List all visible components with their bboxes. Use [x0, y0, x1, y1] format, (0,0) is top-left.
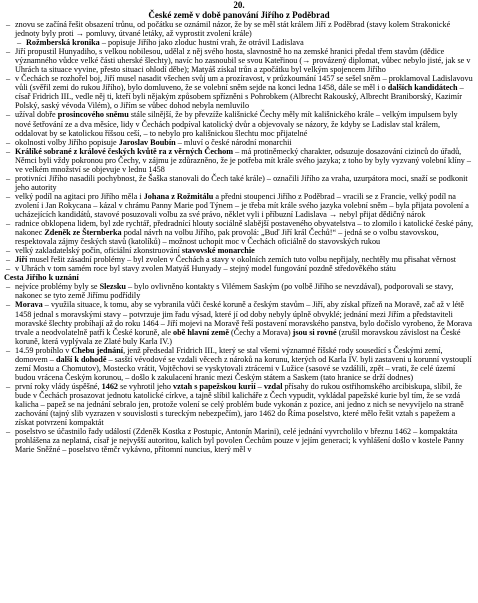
item-text: –: [255, 381, 264, 391]
bold-term: Králíké sobrané z králové českých kvůtě ra z věrných Čechom: [15, 146, 234, 156]
list-item: [4, 282, 474, 300]
item-text: velký podíl na agitaci pro Jiřího měla i: [15, 191, 144, 201]
bold-term: Slezsku: [99, 282, 126, 292]
item-text: 14.59 probíhlo v: [15, 345, 72, 355]
item-text: musel řešit zásadní problémy – byl zvolen v Čechách a stavy v okolních zemích tuto volbu nepřijaly, nechtěly mu přisahat věrnost: [27, 255, 457, 265]
item-text: (Čechy a Morava): [228, 327, 293, 337]
list-item: [4, 300, 474, 345]
bold-term: Jaroslav Boubín: [118, 137, 176, 147]
item-text: , jenž předsedal Fridrich III., který se stal všemi významné říšské rody sousedící s Českými zemí, domovem –: [15, 345, 443, 364]
list-item: [4, 147, 474, 174]
list-item: [4, 427, 474, 454]
item-text: – využila situace, k tomu, aby se vybranila vůči české koruně a českým stavům – Jiří, aby získal přízeň na Moravě, zač až v létě 1458 jednal s moravskými stavy – potvrzuje jim řadu výsad, které jí od doby nebyly úplně obvyklé; jednání mezi Jiřím a představiteli moravské šlechty probíhají až do roku 1464 – Jiří mojevi na Moravě řeší postavení moravského panstva, bylo dočíslo vyrobeno, že Morava trvale a neodvolatelně patří k České koruně, ale: [15, 300, 473, 337]
item-text: – bylo ovlivněno kontakty s Vilémem Saským (po volbě Jiřího se nevzdával), podporovali se stavy, nakonec se tyto země Jiřímu podřídily: [15, 282, 454, 301]
item-text: v Čechách se rozhořel boj, Jiří musel nasadit všechen svůj um a prozíravost, v průzkoumání 1457 se sešel sněm – proklamoval Ladislavovu vůli (svěřil zemi do rukou Jiřího), bylo domluveno, že se volební sněm sejde na konci ledna 1458, dále se měl i o: [15, 74, 473, 93]
list-item: [4, 174, 474, 192]
item-text: poselstvo se účastnilo řady událostí (Zdeněk Kostka z Postupic, Antonín Marini), celé jednání vyvrcholilo v březnu 1462 – kompaktáta prohlášena za neplatná, císař je nejvyšší autoritou, kalich byl povolen Čechům pouze v jejím generaci; k vyhlášení došlo v kostele Panny Marie Sněžné – poselstvo těmčr vykávno, přítomní nuncius, který měl v: [15, 427, 464, 455]
item-text: a předni stoupenci Jiřího z Poděbrad – vracili se z Francie, velký podíl na zvolení i Jan Rokycana – kázal v chrámu Panny Marie pod Týnem – je třeba mít krále svého jazyka volební sněm – byla přijata povolení a ucházejících kandidátů, stavové posuzovali volbu za své právo, něklet vyli i příbuzní Ladislava → nebyl přijat dědičný nárok: [15, 191, 469, 219]
page-title: České země v době panování Jiřího z Poděbrad: [148, 10, 330, 20]
item-text: užíval dobře: [15, 110, 58, 120]
list-item: [4, 110, 474, 137]
list-item: [4, 47, 474, 74]
list-item: [4, 38, 474, 47]
list-item: [4, 255, 474, 264]
page-number: 20.: [233, 0, 245, 10]
list-item: [4, 138, 474, 147]
item-text: – má protiněmecký charakter, odsuzuje dosazování cizinců do úřadů, Němci byli vždy pokronou pro Čechy, v zájmu je zdůrazněno, že je potřeba mít krále svého jazyka; z toho by byly vyzvaný volební klíny – ve velkém množství se objevuje v lednu 1458: [15, 146, 472, 174]
item-text: nejvíce problémy byly se: [15, 282, 100, 292]
item-text: přísahy do rukou ostřihomského arcibiskupa, slíbil, že bude v Čechách prosazovat jednotu katolické církve, a tajně slíbil kalicháře z Čech vypudit, vykládal papežské kurie byl tím, že se vzdá kalicha – papež se na jednání sebralo jen, protože volení se celý problém bude vykonán z pozice, ani jedno z nich se nevyvíjelo na straně zachování (tajný slib vyzrazen v souvislosti s tureckým nebezpečím), jaro 1462 do Říma poselstvo, které mělo řešit vztah s papežem a získat potvrzení kompaktát: [15, 381, 464, 428]
bold-term: Morava: [15, 300, 43, 310]
list-item: [4, 192, 474, 219]
bold-term: vztah s papežskou kurií: [173, 381, 256, 391]
bold-term: Rožmberská kronika: [26, 38, 100, 48]
document-page: [4, 0, 474, 603]
section-heading: Cesta Jiřího k uznání: [4, 273, 79, 283]
bold-term: další k dohodě: [55, 354, 107, 364]
list-item: [4, 382, 474, 427]
bold-term: dalších kandidátech: [387, 83, 458, 93]
item-text: – popisuje Jiřího jako zloduc hustní vrah, že otrávil Ladislava: [99, 38, 304, 48]
bullet-list-section-1: [4, 20, 474, 273]
item-text: – císař Fridrich III., vedle něj ti, kteří byli nějakým způsobem spřízněni s Pohrobkem (Albrecht Rakouský, Albrecht Braniborský, Kazimír Polský, saský vévoda Vilém), o Jiřím se vůbec dohod nebyla nemluvilo: [15, 83, 464, 111]
item-text: v Uhrách v tom samém roce byl stavy zvolen Matyáš Hunyady – stejný model fungování pozdně středověkého státu: [15, 264, 396, 274]
bold-term: Zdeněk ze Šternberka: [44, 228, 122, 238]
list-item: [4, 219, 474, 246]
item-text: se vyhrotil jeho: [118, 381, 174, 391]
list-item: [4, 20, 474, 38]
item-text: podal návrh na volbu Jiřího, pak provolá: „Buď Jiří král Čechů!“ – jedná se o volbu stavovskou, respektovala zájmy českých stavů (katolíků) – možnost uchopit moc v Čechách oficiálně do stavovských rukou: [15, 228, 439, 247]
bold-term: Jiří: [15, 255, 28, 265]
bold-term: stavovské monarchie: [181, 246, 255, 256]
item-text: stále silnější, že by převzíže kališnické Čechy měly mít kališnického krále – velkým impulsem byly nové šetřování ze a dva měsíce, lidy v Čechách podpíval katolický dvůr a objevovaly se názory, že kdyby se Ladislav stal králem, oddalovat by se katolickou říšsou ceší, – to nebylo pro kališnickou šlechtu moc přijatelné: [15, 110, 458, 138]
item-text: (zrušil moravskou závislost na České koruně, která vyplývala ze Zlaté buly Karla IV.): [15, 327, 461, 346]
item-text: okolnosti volby Jiřího popisuje: [15, 137, 119, 147]
list-item: [4, 346, 474, 382]
list-item: [4, 246, 474, 255]
item-text: Jiří propustil Hunyadiho, s velkou nobilesou, udělal z něj svého hosta, slavnostně ho na zemské hranici předal třem stavům (dědice významného vůdce velké části uherské šlechty), navíc ho zasnoubil se svou Kateřinou (→ provázený diplomat, vůbec nebylo jisté, jak se v Uhrách ta situace vyvine, přesto situaci ohlodí děbe); Matyáš získal trůn a zpočátku byl velkým spojencem Jiřího: [15, 47, 471, 75]
bullet-list-section-2: [4, 282, 474, 454]
bold-term: 1462: [101, 381, 119, 391]
item-text: velký zakladatelský počin, oficiální zkonstruování: [15, 246, 182, 256]
list-item: [4, 74, 474, 110]
item-text: – sasští vévodové se vzdali věcech z nároků na korunu, kterých od Karla IV. byli zastaveni u korunní vystouplí zemí Mostu a Chomutov), Mostecko vrátit, Vojtěchovi se vyskytovali ztrácemi v Lužice (sasové se vzdálili, zpět – vrati, že celé území budou vrácena Českým korunou, – došlo k zakulacení hranic mezi Českým státem a Saskem (tato hranice se drží dodnes): [15, 354, 472, 382]
bold-term: Johana z Rožmitálu: [143, 191, 214, 201]
list-item: [4, 264, 474, 273]
item-text: protivníci Jiřího nasadili pochybnost, že Šaška stanovali do Čech také krále) – označili Jiřího za vraha, uzurpátora moci, snaží se podkonit jeho autority: [15, 173, 468, 192]
item-text: radnice obklopena lidem, byl zde rychtář, předradnící hlouty sociálně slabější postaveného obyvatelstva – to zlomilo i katolické české pány, nakonec: [15, 219, 474, 238]
bold-term: jsou si rovné: [292, 327, 337, 337]
item-text: – mluví o české národní monarchii: [175, 137, 292, 147]
bold-term: vzdal: [263, 381, 283, 391]
bold-term: Chebu jednání: [71, 345, 124, 355]
bold-term: obě hlavní země: [173, 327, 229, 337]
item-text: znovu se začíná řešit obsazení trůnu, od počátku se oznámil názor, že by se měl stát králem Jiří z Poděbrad (stavy kolem Strakonické jednoty byly proti → pomluvy, útvané letáky, až vyprostit zvolení krále): [15, 20, 451, 39]
item-text: první roky vlády úspěšné,: [15, 381, 102, 391]
bold-term: prosincového sněmu: [57, 110, 129, 120]
